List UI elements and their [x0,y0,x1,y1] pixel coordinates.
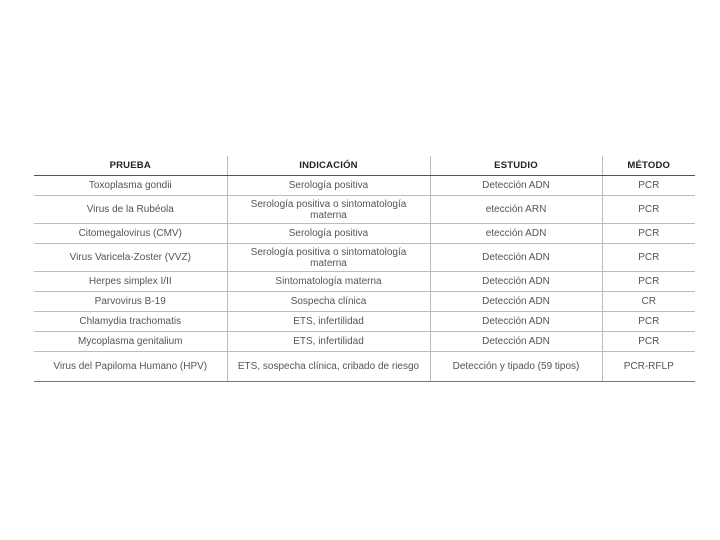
cell-estudio: Detección ADN [430,312,602,332]
cell-prueba: Virus Varicela-Zoster (VVZ) [34,244,227,272]
cell-indicacion: Sintomatología materna [227,272,430,292]
header-estudio: ESTUDIO [430,156,602,176]
cell-metodo: PCR-RFLP [602,352,695,382]
cell-indicacion: Serología positiva [227,176,430,196]
cell-prueba: Virus de la Rubéola [34,196,227,224]
header-prueba: PRUEBA [34,156,227,176]
table-row [34,176,695,196]
cell-metodo: PCR [602,196,695,224]
table-row [34,332,695,352]
cell-metodo: PCR [602,176,695,196]
table-header-row [34,156,695,176]
cell-indicacion: Serología positiva [227,224,430,244]
table-row [34,244,695,272]
cell-prueba: Parvovirus B-19 [34,292,227,312]
cell-indicacion: Sospecha clínica [227,292,430,312]
cell-estudio: Detección y tipado (59 tipos) [430,352,602,382]
cell-estudio: etección ARN [430,196,602,224]
table-row [34,224,695,244]
cell-estudio: etección ADN [430,224,602,244]
cell-prueba: Mycoplasma genitalium [34,332,227,352]
table-row [34,352,695,382]
cell-estudio: Detección ADN [430,244,602,272]
cell-prueba: Toxoplasma gondii [34,176,227,196]
cell-prueba: Herpes simplex I/II [34,272,227,292]
cell-prueba: Virus del Papiloma Humano (HPV) [34,352,227,382]
cell-indicacion: ETS, infertilidad [227,312,430,332]
cell-indicacion: ETS, infertilidad [227,332,430,352]
cell-prueba: Citomegalovirus (CMV) [34,224,227,244]
table-row [34,196,695,224]
table-row [34,272,695,292]
cell-metodo: PCR [602,224,695,244]
cell-estudio: Detección ADN [430,272,602,292]
cell-metodo: PCR [602,332,695,352]
header-indicacion: INDICACIÓN [227,156,430,176]
lab-tests-table [34,156,695,382]
cell-metodo: CR [602,292,695,312]
cell-indicacion: Serología positiva o sintomatología materna [227,196,430,224]
cell-metodo: PCR [602,272,695,292]
table-row [34,292,695,312]
cell-prueba: Chlamydia trachomatis [34,312,227,332]
cell-indicacion: Serología positiva o sintomatología materna [227,244,430,272]
cell-indicacion: ETS, sospecha clínica, cribado de riesgo [227,352,430,382]
cell-estudio: Detección ADN [430,292,602,312]
cell-estudio: Detección ADN [430,176,602,196]
cell-metodo: PCR [602,312,695,332]
cell-estudio: Detección ADN [430,332,602,352]
header-metodo: MÉTODO [602,156,695,176]
cell-metodo: PCR [602,244,695,272]
table-row [34,312,695,332]
